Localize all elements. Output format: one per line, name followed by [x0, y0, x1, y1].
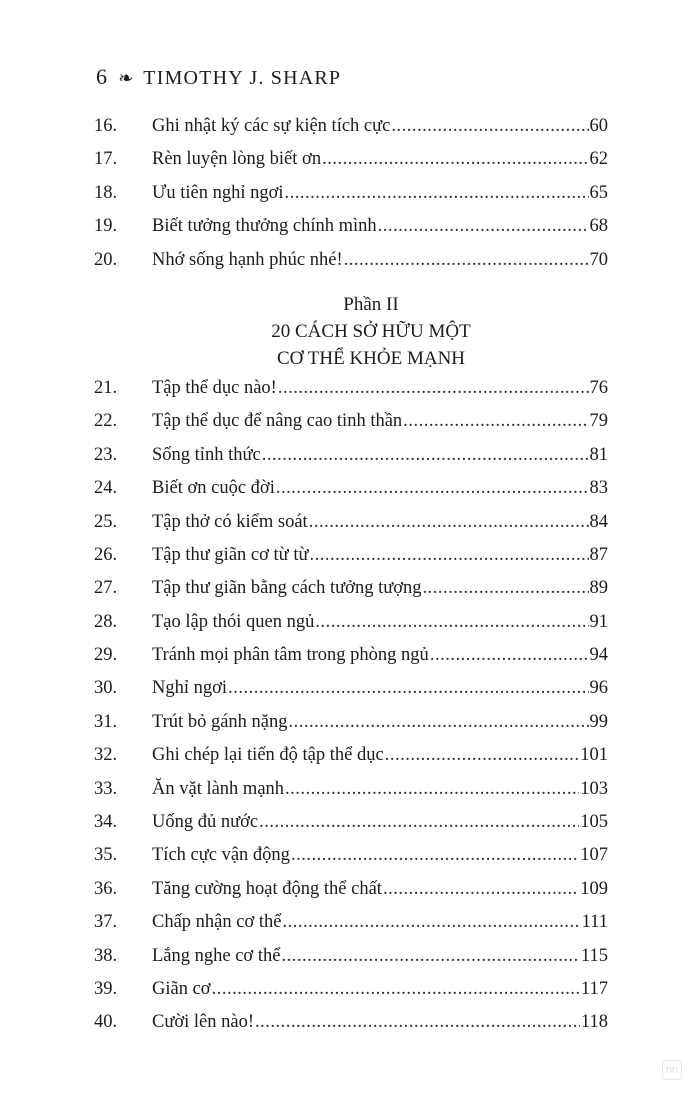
dot-leader — [383, 879, 579, 900]
toc-entry — [94, 812, 608, 845]
toc-entry — [94, 250, 608, 283]
toc-entry-number: 34. — [94, 812, 118, 833]
toc-entry — [94, 478, 608, 511]
toc-entry-number: 24. — [94, 478, 118, 499]
toc-entry-title: Tập thư giãn bằng cách tưởng tượng — [152, 578, 422, 599]
toc-entry — [94, 216, 608, 249]
toc-entry — [94, 578, 608, 611]
dot-leader — [430, 645, 589, 666]
toc-entry — [94, 445, 608, 478]
toc-entry — [94, 712, 608, 745]
dot-leader — [322, 149, 588, 170]
dot-leader — [423, 578, 589, 599]
toc-entry-number: 36. — [94, 878, 118, 899]
toc-entry-page: 118 — [580, 1012, 608, 1033]
toc-entry — [94, 979, 608, 1012]
dot-leader — [281, 946, 579, 967]
toc-entry-number: 20. — [94, 249, 118, 270]
dot-leader — [378, 216, 589, 237]
toc-entry-title: Nhớ sống hạnh phúc nhé! — [152, 249, 343, 270]
toc-entry-page: 81 — [589, 444, 608, 465]
toc-entry-title: Lắng nghe cơ thể — [152, 945, 281, 966]
toc-entry — [94, 912, 608, 945]
toc-entry-page: 115 — [580, 945, 608, 966]
toc-entry-page: 111 — [581, 912, 608, 933]
toc-entry-page: 94 — [589, 645, 608, 666]
dot-leader — [212, 979, 580, 1000]
dot-leader — [278, 378, 589, 399]
dot-leader — [385, 745, 580, 766]
toc-entry-title: Cười lên nào! — [152, 1012, 255, 1033]
part-title-line2: CƠ THỂ KHỎE MẠNH — [276, 347, 466, 369]
toc-group-part1 — [94, 116, 608, 283]
toc-entry-title: Trút bỏ gánh nặng — [152, 711, 288, 732]
toc-entry-page: 117 — [580, 978, 608, 999]
toc-entry-title: Sống tỉnh thức — [152, 444, 261, 465]
toc-entry — [94, 678, 608, 711]
toc-entry-title: Ghi chép lại tiến độ tập thể dục — [152, 745, 384, 766]
toc-entry-number: 32. — [94, 745, 118, 766]
dot-leader — [309, 512, 589, 533]
toc-entry-page: 101 — [580, 745, 608, 766]
toc-entry-number: 31. — [94, 711, 118, 732]
dot-leader — [315, 612, 588, 633]
dot-leader — [289, 712, 589, 733]
toc-entry-title: Biết tưởng thưởng chính mình — [152, 216, 377, 237]
toc-entry — [94, 411, 608, 444]
toc-entry-title: Tăng cường hoạt động thể chất — [152, 878, 382, 899]
toc-entry — [94, 745, 608, 778]
toc-entry-title: Tạo lập thói quen ngủ — [152, 611, 315, 632]
toc-entry — [94, 149, 608, 182]
toc-entry — [94, 183, 608, 216]
toc-entry-number: 23. — [94, 444, 118, 465]
toc-entry — [94, 779, 608, 812]
toc-entry-title: Ghi nhật ký các sự kiện tích cực — [152, 116, 391, 136]
toc-entry-number: 17. — [94, 149, 118, 170]
author-name: TIMOTHY J. SHARP — [143, 67, 342, 89]
toc-entry-title: Tích cực vận động — [152, 845, 290, 866]
toc-entry-title: Rèn luyện lòng biết ơn — [152, 149, 322, 170]
dot-leader — [259, 812, 579, 833]
toc-entry-number: 29. — [94, 645, 118, 666]
ornament-icon: ❧ — [118, 68, 134, 88]
toc-entry-page: 79 — [589, 411, 608, 432]
toc-entry-title: Ăn vặt lành mạnh — [152, 778, 285, 799]
toc-entry — [94, 1012, 608, 1045]
dot-leader — [344, 250, 589, 271]
toc-entry-title: Tập thở có kiểm soát — [152, 511, 308, 532]
toc-entry-page: 84 — [589, 511, 608, 532]
part-title-line1: 20 CÁCH SỞ HỮU MỘT — [271, 320, 471, 342]
toc-entry-page: 87 — [589, 544, 608, 565]
toc-entry — [94, 545, 608, 578]
toc-group-part2 — [94, 378, 608, 1046]
toc-entry-page: 76 — [589, 377, 608, 398]
toc-entry-number: 16. — [94, 116, 118, 136]
toc-entry-page: 83 — [589, 478, 608, 499]
toc-entry-number: 18. — [94, 182, 118, 203]
toc-entry-number: 28. — [94, 611, 118, 632]
toc-entry-page: 103 — [580, 778, 608, 799]
toc-entry-title: Chấp nhận cơ thể — [152, 912, 282, 933]
dot-leader — [262, 445, 589, 466]
toc-entry — [94, 378, 608, 411]
toc-entry-title: Tập thể dục để nâng cao tinh thần — [152, 411, 403, 432]
toc-entry-title: Giãn cơ — [152, 978, 211, 999]
toc-entry-page: 91 — [589, 611, 608, 632]
toc-entry-page: 60 — [589, 116, 608, 136]
running-header — [96, 64, 341, 90]
dot-leader — [282, 912, 580, 933]
toc-entry — [94, 612, 608, 645]
dot-leader — [291, 845, 579, 866]
toc-entry-page: 89 — [589, 578, 608, 599]
dot-leader — [228, 678, 588, 699]
dot-leader — [403, 411, 588, 432]
toc-entry-number: 30. — [94, 678, 118, 699]
toc-entry-page: 105 — [580, 812, 608, 833]
dot-leader — [309, 545, 588, 566]
toc-entry-title: Nghỉ ngơi — [152, 678, 228, 699]
dot-leader — [255, 1012, 580, 1033]
toc-entry-page: 99 — [589, 711, 608, 732]
table-of-contents — [94, 116, 608, 1046]
toc-entry-title: Uống đủ nước — [152, 812, 259, 833]
toc-entry-title: Tập thể dục nào! — [152, 377, 277, 398]
toc-entry-number: 35. — [94, 845, 118, 866]
part-label: Phần II — [343, 293, 399, 315]
toc-entry-number: 39. — [94, 978, 118, 999]
dot-leader — [285, 183, 589, 204]
toc-entry-page: 70 — [589, 249, 608, 270]
toc-entry-page: 107 — [580, 845, 608, 866]
toc-entry-number: 25. — [94, 511, 118, 532]
toc-entry-number: 40. — [94, 1012, 118, 1033]
toc-entry — [94, 512, 608, 545]
toc-entry-page: 62 — [589, 149, 608, 170]
toc-entry-title: Tránh mọi phân tâm trong phòng ngủ — [152, 645, 429, 666]
toc-entry-number: 26. — [94, 544, 118, 565]
toc-entry-title: Ưu tiên nghỉ ngơi — [152, 182, 284, 203]
toc-entry — [94, 946, 608, 979]
part-heading — [134, 283, 608, 378]
toc-entry — [94, 879, 608, 912]
toc-entry-title: Tập thư giãn cơ từ từ — [152, 544, 309, 565]
toc-entry-number: 19. — [94, 216, 118, 237]
toc-entry-page: 96 — [589, 678, 608, 699]
watermark-logo: nn — [662, 1060, 682, 1080]
toc-entry-page: 68 — [589, 216, 608, 237]
toc-entry — [94, 645, 608, 678]
dot-leader — [276, 478, 589, 499]
toc-entry — [94, 116, 608, 149]
toc-entry-number: 21. — [94, 377, 118, 398]
toc-entry — [94, 845, 608, 878]
page-number: 6 — [96, 64, 109, 89]
toc-entry-number: 22. — [94, 411, 118, 432]
toc-entry-number: 33. — [94, 778, 118, 799]
dot-leader — [285, 779, 579, 800]
toc-entry-page: 109 — [580, 878, 608, 899]
toc-entry-number: 37. — [94, 912, 118, 933]
toc-entry-page: 65 — [589, 182, 608, 203]
toc-entry-title: Biết ơn cuộc đời — [152, 478, 275, 499]
dot-leader — [391, 116, 588, 137]
toc-entry-number: 27. — [94, 578, 118, 599]
toc-entry-number: 38. — [94, 945, 118, 966]
